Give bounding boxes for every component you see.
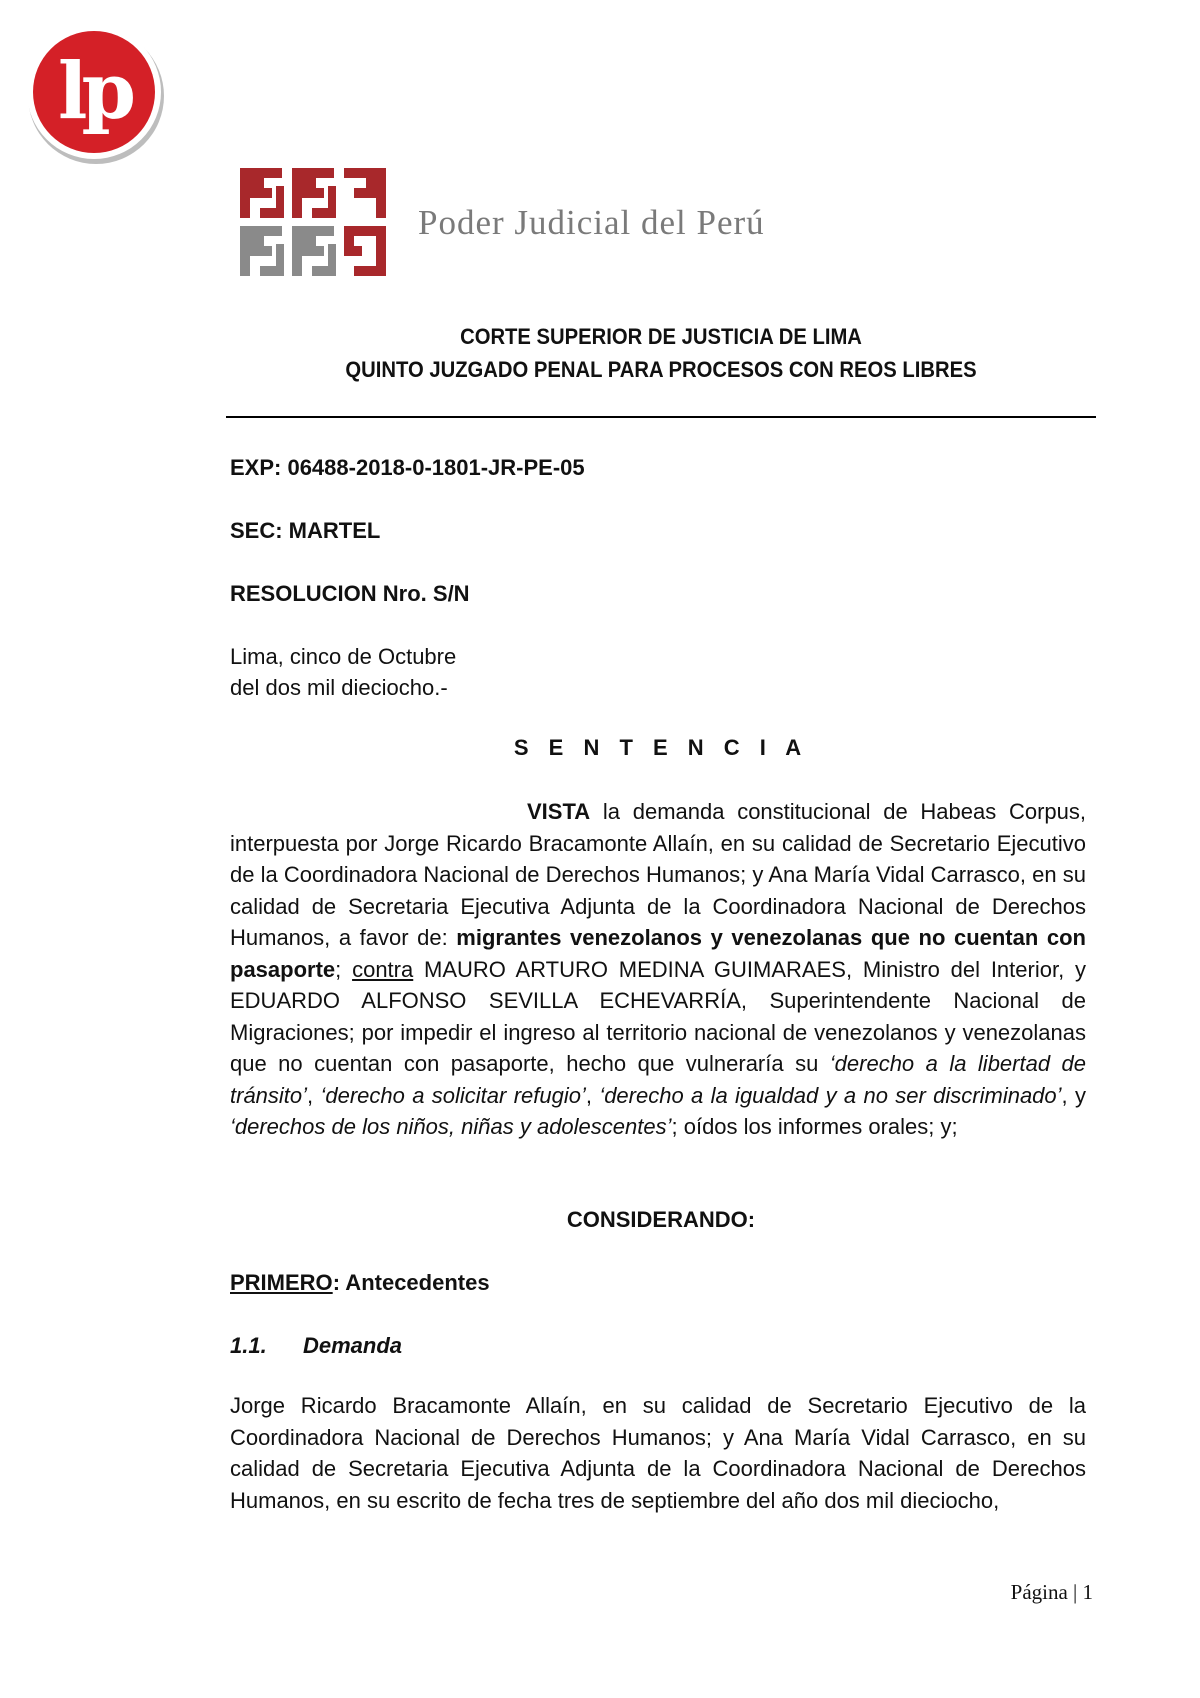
demanda-number: 1.1. <box>230 1333 267 1358</box>
right-refuge: ‘derecho a solicitar refugio’ <box>320 1082 586 1108</box>
page-number: Página | 1 <box>1010 1580 1093 1604</box>
poder-judicial-emblem <box>240 168 390 280</box>
vista-text-2: ; <box>335 956 353 982</box>
primero-label: PRIMERO <box>230 1270 333 1295</box>
header-divider <box>226 416 1096 418</box>
vista-text-7: ; oídos los informes orales; y; <box>671 1114 958 1139</box>
date-line-2: del dos mil dieciocho.- <box>230 675 448 700</box>
vista-text-4: , <box>307 1082 321 1108</box>
resolution-number: RESOLUCION Nro. S/N <box>230 581 470 606</box>
vista-text-6: , y <box>1061 1082 1086 1108</box>
considerando-heading: CONSIDERANDO: <box>566 1207 756 1232</box>
svg-text:lp: lp <box>57 46 131 137</box>
right-transit: ‘derecho a la libertad de tránsito’ <box>230 1051 1087 1108</box>
vista-lead: VISTA <box>527 799 591 824</box>
primero-heading <box>230 1270 490 1296</box>
poder-judicial-name: Poder Judicial del Perú <box>418 203 765 242</box>
contra-word: contra <box>352 956 414 982</box>
court-header <box>261 320 1061 386</box>
date-line-1: Lima, cinco de Octubre <box>230 644 457 669</box>
primero-title: : Antecedentes <box>332 1270 490 1295</box>
demanda-title: Demanda <box>303 1333 403 1358</box>
sentencia-title: S E N T E N C I A <box>513 735 809 760</box>
demanda-paragraph: Jorge Ricardo Bracamonte Allaín, en su calidad de Secretario Ejecutivo de la Coordinadora Nacional de Derechos Humanos; y Ana María Vidal Carrasco, en su calidad de Secretaria Ejecutiva Adjunta de la Coordinadora Nacional de Derechos Humanos, en su escrito de fecha tres de septiembre del año dos mil dieciocho, <box>230 1393 1086 1513</box>
demanda-heading <box>230 1333 402 1359</box>
vista-text-3: MAURO ARTURO MEDINA GUIMARAES, Ministro del Interior, y EDUARDO ALFONSO SEVILLA ECHEVARRÍA, Superintendente Nacional de Migraciones; por impedir el ingreso al territorio nacional de venezolanos y venezolanas que no cuentan con pasaporte, hecho que vulneraría su <box>230 956 1086 1076</box>
lp-logo <box>24 22 168 166</box>
vista-paragraph <box>230 796 1086 1143</box>
resolution-date <box>230 641 456 703</box>
vista-text-1: la demanda constitucional de Habeas Corpus, interpuesta por Jorge Ricardo Bracamonte Allaín, en su calidad de Secretario Ejecutivo de la Coordinadora Nacional de Derechos Humanos; y Ana María Vidal Carrasco, en su calidad de Secretaria Ejecutiva Adjunta de la Coordinadora Nacional de Derechos Humanos, a favor de: <box>230 799 1086 950</box>
beneficiaries: migrantes venezolanos y venezolanas que no cuentan con pasaporte <box>230 925 1086 982</box>
right-equality: ‘derecho a la igualdad y a no ser discriminado’ <box>599 1082 1062 1108</box>
court-division: QUINTO JUZGADO PENAL PARA PROCESOS CON REOS LIBRES <box>345 357 977 382</box>
court-name: CORTE SUPERIOR DE JUSTICIA DE LIMA <box>460 324 862 349</box>
right-children: ‘derechos de los niños, niñas y adolescentes’ <box>230 1114 672 1139</box>
secretary: SEC: MARTEL <box>230 518 381 543</box>
case-number: EXP: 06488-2018-0-1801-JR-PE-05 <box>230 455 585 480</box>
vista-text-5: , <box>585 1082 600 1108</box>
